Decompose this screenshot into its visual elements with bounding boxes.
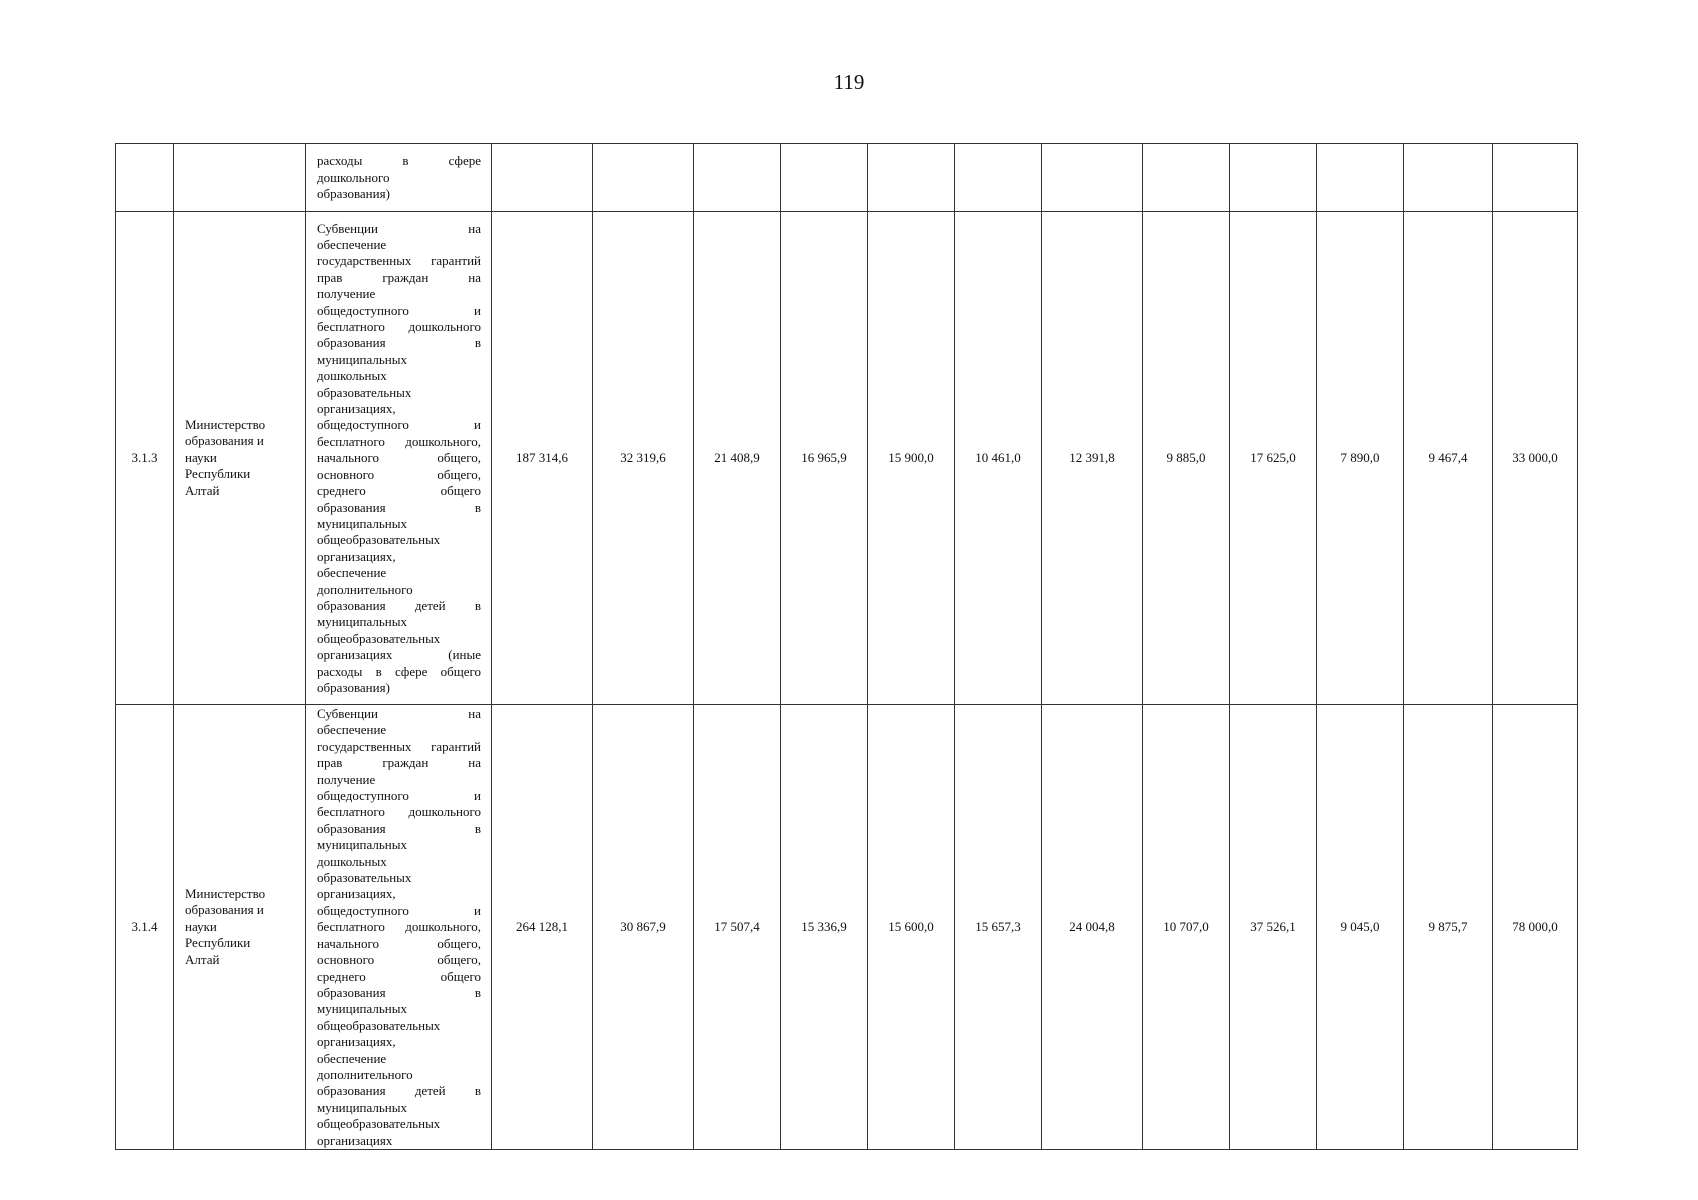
description-line: общедоступного и — [317, 788, 481, 804]
description-line: среднего общего — [317, 483, 481, 499]
description-line: государственных гарантий — [317, 738, 481, 754]
value-cell: 24 004,8 — [1042, 705, 1143, 1150]
row-code-cell — [116, 144, 174, 212]
table-row — [116, 705, 1578, 1150]
executor-cell — [174, 212, 306, 705]
value-cell: 9 467,4 — [1404, 212, 1493, 705]
description-line: расходы в сфере — [317, 153, 481, 169]
executor-line: Республики — [185, 935, 251, 951]
description-line: образования в — [317, 499, 481, 515]
description-line: дополнительного — [317, 581, 413, 597]
description-line: муниципальных — [317, 515, 408, 531]
description-line: общедоступного и — [317, 302, 481, 318]
description-line: дошкольных — [317, 853, 387, 869]
value-cell: 7 890,0 — [1317, 212, 1404, 705]
description-line: общедоступного и — [317, 902, 481, 918]
description-line: образования детей в — [317, 1083, 481, 1099]
description-line: обеспечение — [317, 1050, 387, 1066]
description-line: основного общего, — [317, 952, 481, 968]
description-line: муниципальных — [317, 351, 408, 367]
value-cell: 15 657,3 — [955, 705, 1042, 1150]
description-line: Субвенции на — [317, 706, 481, 721]
description-line: обеспечение — [317, 722, 387, 738]
description-line: организациях, — [317, 1034, 396, 1050]
description-line: дошкольных — [317, 368, 387, 384]
value-cell — [1404, 144, 1493, 212]
value-cell: 32 319,6 — [593, 212, 694, 705]
value-cell: 9 045,0 — [1317, 705, 1404, 1150]
description-line: муниципальных — [317, 1001, 408, 1017]
value-cell — [1042, 144, 1143, 212]
value-cell: 33 000,0 — [1493, 212, 1578, 705]
description-line: организациях, — [317, 548, 396, 564]
value-cell: 30 867,9 — [593, 705, 694, 1150]
value-cell: 264 128,1 — [492, 705, 593, 1150]
page-number: 119 — [833, 70, 865, 94]
table-row — [116, 212, 1578, 705]
value-cell — [694, 144, 781, 212]
value-cell: 9 875,7 — [1404, 705, 1493, 1150]
value-cell — [1230, 144, 1317, 212]
description-line: расходы в сфере общего — [317, 663, 481, 679]
executor-line: Алтай — [185, 951, 220, 967]
value-cell — [868, 144, 955, 212]
description-line: организациях — [317, 1132, 393, 1148]
description-line: среднего общего — [317, 968, 481, 984]
description-line: образовательных — [317, 870, 412, 886]
executor-line: науки — [185, 918, 217, 934]
description-line: бесплатного дошкольного, — [317, 919, 481, 935]
value-cell: 17 625,0 — [1230, 212, 1317, 705]
executor-line: образования и — [185, 433, 264, 449]
executor-line: науки — [185, 449, 217, 465]
value-cell — [1317, 144, 1404, 212]
row-code-cell: 3.1.4 — [116, 705, 174, 1150]
value-cell: 15 900,0 — [868, 212, 955, 705]
executor-cell — [174, 144, 306, 212]
budget-table — [115, 143, 1578, 1150]
description-cell — [306, 212, 492, 705]
executor-line: Министерство — [185, 885, 266, 901]
description-line: образовательных — [317, 384, 412, 400]
description-line: дополнительного — [317, 1066, 413, 1082]
description-line: основного общего, — [317, 466, 481, 482]
executor-line: образования и — [185, 902, 264, 918]
description-line: общеобразовательных — [317, 1116, 441, 1132]
value-cell — [781, 144, 868, 212]
description-line: образования в — [317, 984, 481, 1000]
value-cell — [492, 144, 593, 212]
value-cell: 37 526,1 — [1230, 705, 1317, 1150]
description-line: образования детей в — [317, 597, 481, 613]
description-line: бесплатного дошкольного — [317, 804, 481, 820]
description-line: образования) — [317, 679, 390, 695]
executor-line: Министерство — [185, 416, 266, 432]
value-cell: 187 314,6 — [492, 212, 593, 705]
description-line: начального общего, — [317, 935, 481, 951]
description-cell — [306, 144, 492, 212]
value-cell: 10 461,0 — [955, 212, 1042, 705]
description-line: обеспечение — [317, 565, 387, 581]
executor-cell — [174, 705, 306, 1150]
description-line: муниципальных — [317, 1099, 408, 1115]
description-line: организациях (иные — [317, 647, 481, 663]
description-line: муниципальных — [317, 614, 408, 630]
description-line: бесплатного дошкольного — [317, 319, 481, 335]
description-line: общеобразовательных — [317, 630, 441, 646]
table-row — [116, 144, 1578, 212]
description-cell — [306, 705, 492, 1150]
value-cell — [1143, 144, 1230, 212]
description-line: прав граждан на — [317, 269, 481, 285]
value-cell: 16 965,9 — [781, 212, 868, 705]
description-line: организациях, — [317, 401, 396, 417]
description-line: Субвенции на — [317, 220, 481, 236]
description-line: общеобразовательных — [317, 532, 441, 548]
value-cell: 12 391,8 — [1042, 212, 1143, 705]
description-line: образования в — [317, 335, 481, 351]
description-line: государственных гарантий — [317, 253, 481, 269]
value-cell — [955, 144, 1042, 212]
executor-line: Республики — [185, 466, 251, 482]
value-cell: 9 885,0 — [1143, 212, 1230, 705]
value-cell — [593, 144, 694, 212]
description-line: получение — [317, 286, 376, 302]
value-cell: 10 707,0 — [1143, 705, 1230, 1150]
description-line: организациях, — [317, 886, 396, 902]
value-cell — [1493, 144, 1578, 212]
value-cell: 78 000,0 — [1493, 705, 1578, 1150]
value-cell: 15 336,9 — [781, 705, 868, 1150]
description-line: бесплатного дошкольного, — [317, 433, 481, 449]
description-line: образования) — [317, 186, 390, 202]
description-line: получение — [317, 771, 376, 787]
value-cell: 17 507,4 — [694, 705, 781, 1150]
value-cell: 15 600,0 — [868, 705, 955, 1150]
description-line: обеспечение — [317, 237, 387, 253]
description-line: общеобразовательных — [317, 1017, 441, 1033]
description-line: муниципальных — [317, 837, 408, 853]
executor-line: Алтай — [185, 482, 220, 498]
description-line: общедоступного и — [317, 417, 481, 433]
description-line: дошкольного — [317, 169, 390, 185]
row-code-cell: 3.1.3 — [116, 212, 174, 705]
description-line: начального общего, — [317, 450, 481, 466]
description-line: образования в — [317, 820, 481, 836]
description-line: прав граждан на — [317, 755, 481, 771]
value-cell: 21 408,9 — [694, 212, 781, 705]
